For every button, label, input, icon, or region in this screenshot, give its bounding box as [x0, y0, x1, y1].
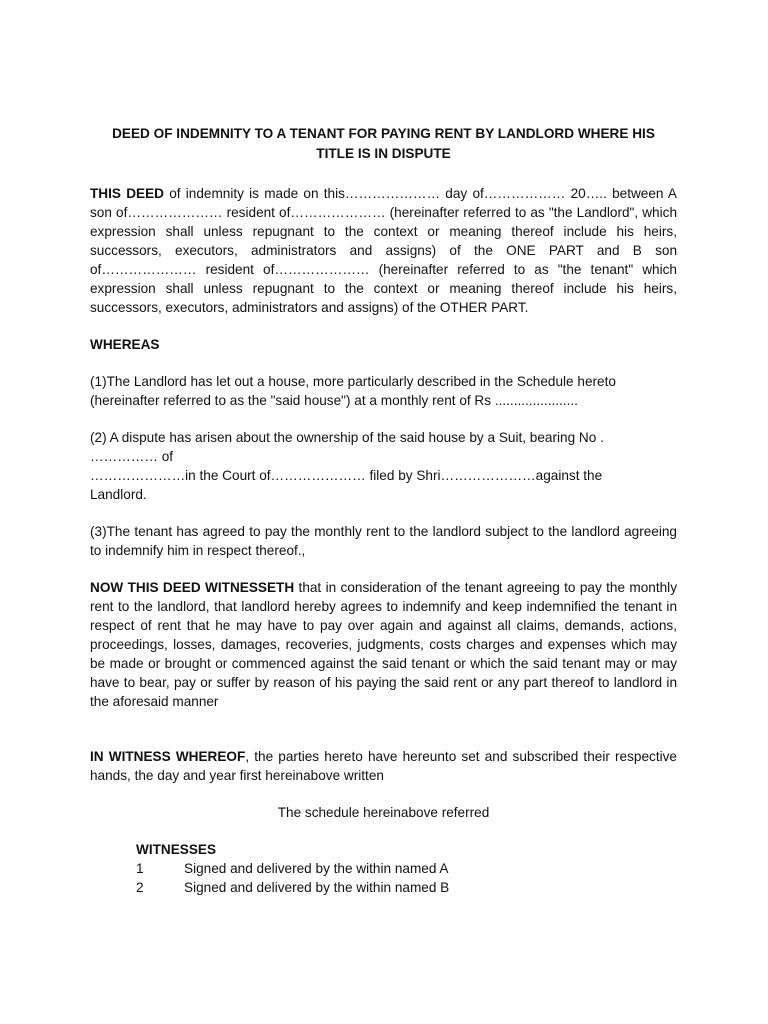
witnesseth-bold: NOW THIS DEED WITNESSETH [90, 580, 295, 595]
intro-text: of indemnity is made on this………………… day of……………… 20….. between A son of………………… resident of………………… (hereinafter referred to as "the Landlord", which expression shall unless repugnant to the context or meaning thereof include his heirs, successors, executors, administrators and assigns) of the ONE PART and B son of………………… resident of………………… (hereinafter referred to as "the tenant" which expression shall unless repugnant to the context or meaning thereof include his heirs, successors, executors, administrators and assigns) of the OTHER PART. [90, 186, 678, 315]
clause-2-line-3: …………………in the Court of………………… filed by Shri…………………against the [90, 468, 603, 483]
witness-text: Signed and delivered by the within named A [184, 861, 449, 876]
clause-1: (1)The Landlord has let out a house, more particularly described in the Schedule hereto (hereinafter referred to as the "said house") at a monthly rent of Rs ...................... [90, 374, 616, 408]
clause-2 [90, 428, 677, 504]
clause-2-line-4: Landlord. [90, 487, 147, 502]
title-line-2: TITLE IS IN DISPUTE [316, 146, 451, 161]
witness-row [136, 859, 677, 878]
witness-number: 2 [136, 880, 144, 895]
witnesseth-text: that in consideration of the tenant agreeing to pay the monthly rent to the landlord, that landlord hereby agrees to indemnify and keep indemnified the tenant in respect of rent that he may have to pay over again and against all claims, demands, actions, proceedings, losses, damages, recoveries, judgments, costs charges and expenses which may be made or brought or commenced against the said tenant or which the said tenant may or may have to bear, pay or suffer by reason of his paying the said rent or any part thereof to landlord in the aforesaid manner [90, 580, 677, 709]
in-witness-paragraph [90, 747, 677, 785]
document-body [90, 124, 677, 897]
witness-row [136, 878, 677, 897]
document-title [90, 124, 677, 164]
intro-bold: THIS DEED [90, 186, 164, 201]
whereas-label: WHEREAS [90, 337, 160, 352]
intro-paragraph [90, 184, 677, 317]
witnesseth-paragraph [90, 578, 677, 711]
clause-3: (3)The tenant has agreed to pay the monthly rent to the landlord subject to the landlord agreeing to indemnify him in respect thereof., [90, 524, 677, 558]
schedule-line: The schedule hereinabove referred [277, 805, 490, 820]
whereas-heading [90, 335, 677, 354]
witness-text: Signed and delivered by the within named B [184, 880, 450, 895]
clause-2-line-2: …………… of [90, 449, 174, 464]
witness-number: 1 [136, 861, 144, 876]
witnesses-block [136, 840, 677, 897]
clause-2-line-1: (2) A dispute has arisen about the ownership of the said house by a Suit, bearing No . [90, 430, 604, 445]
witnesses-heading: WITNESSES [136, 842, 217, 857]
title-line-1: DEED OF INDEMNITY TO A TENANT FOR PAYING RENT BY LANDLORD WHERE HIS [112, 126, 655, 141]
in-witness-text: , the parties hereto have hereunto set and subscribed their respective hands, the day and year first hereinabove written [90, 749, 677, 783]
in-witness-bold: IN WITNESS WHEREOF [90, 749, 246, 764]
